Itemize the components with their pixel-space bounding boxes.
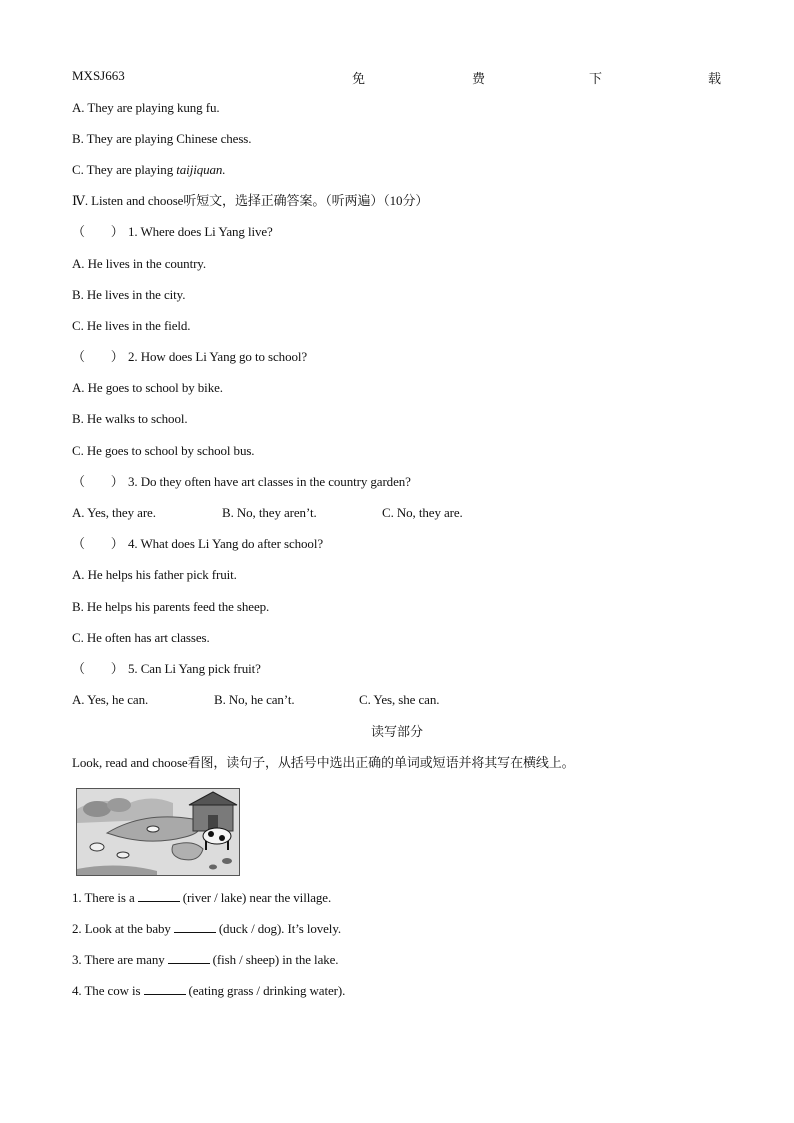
answer-blank[interactable]	[138, 890, 180, 902]
prev-option-b: B. They are playing Chinese chess.	[72, 131, 252, 146]
prev-option-c	[72, 162, 225, 178]
q3-stem	[72, 474, 411, 490]
prev-option-a: A. They are playing kung fu.	[72, 100, 220, 115]
q1-option-c: C. He lives in the field.	[72, 318, 191, 333]
fill-item-1-post: (river / lake) near the village.	[182, 890, 332, 905]
q3-question: 3. Do they often have art classes in the country garden?	[128, 474, 411, 489]
reading-writing-heading: 读写部分	[370, 724, 423, 739]
fill-item-3-post: (fish / sheep) in the lake.	[212, 952, 339, 967]
q3-option-c: C. No, they are.	[382, 505, 463, 520]
q4-option-a: A. He helps his father pick fruit.	[72, 567, 237, 582]
header-code: MXSJ663	[72, 68, 125, 83]
q5-stem	[72, 661, 261, 677]
fill-item-3	[72, 952, 338, 968]
q2-option-c: C. He goes to school by school bus.	[72, 443, 255, 458]
header-char-3: 下	[589, 71, 603, 86]
fill-item-3-pre: 3. There are many	[72, 952, 165, 967]
q5-option-b: B. No, he can’t.	[214, 692, 295, 707]
fill-item-4-pre: 4. The cow is	[72, 983, 141, 998]
fill-item-4	[72, 983, 345, 999]
q3-option-a: A. Yes, they are.	[72, 505, 156, 520]
q2-question: 2. How does Li Yang go to school?	[128, 349, 308, 364]
page-header	[72, 68, 722, 84]
answer-paren[interactable]: （ ）	[72, 474, 124, 489]
q4-option-b: B. He helps his parents feed the sheep.	[72, 599, 270, 614]
q5-option-a: A. Yes, he can.	[72, 692, 149, 707]
header-char-1: 免	[352, 71, 366, 86]
q4-stem	[72, 536, 323, 552]
fill-item-2-pre: 2. Look at the baby	[72, 921, 171, 936]
q1-option-a: A. He lives in the country.	[72, 256, 207, 271]
q1-question: 1. Where does Li Yang live?	[128, 224, 273, 239]
answer-blank[interactable]	[174, 921, 216, 933]
header-char-4: 载	[708, 71, 722, 86]
q5-question: 5. Can Li Yang pick fruit?	[128, 661, 261, 676]
q1-option-b: B. He lives in the city.	[72, 287, 186, 302]
q5-options	[72, 692, 439, 708]
fill-item-2-post: (duck / dog). It’s lovely.	[218, 921, 342, 936]
fill-item-1	[72, 890, 331, 906]
q1-stem	[72, 224, 273, 240]
q2-stem	[72, 349, 307, 365]
answer-paren[interactable]: （ ）	[72, 224, 124, 239]
farm-scene-illustration	[77, 789, 239, 875]
q5-option-c: C. Yes, she can.	[359, 692, 440, 707]
fill-item-2	[72, 921, 341, 937]
prev-option-c-italic: taijiquan.	[176, 162, 226, 177]
look-read-instruction: Look, read and choose看图，读句子，从括号中选出正确的单词或短语并将其写在横线上。	[72, 755, 575, 770]
answer-blank[interactable]	[168, 952, 210, 964]
q4-question: 4. What does Li Yang do after school?	[128, 536, 323, 551]
answer-blank[interactable]	[144, 983, 186, 995]
answer-paren[interactable]: （ ）	[72, 349, 124, 364]
answer-paren[interactable]: （ ）	[72, 536, 124, 551]
prev-option-c-text: C. They are playing	[72, 162, 177, 177]
q2-option-a: A. He goes to school by bike.	[72, 380, 223, 395]
header-char-2: 费	[472, 71, 486, 86]
q3-option-b: B. No, they aren’t.	[222, 505, 317, 520]
q3-options	[72, 505, 463, 521]
fill-item-1-pre: 1. There is a	[72, 890, 135, 905]
q2-option-b: B. He walks to school.	[72, 411, 188, 426]
section-4-title: Ⅳ. Listen and choose听短文，选择正确答案。（听两遍）（10分）	[72, 193, 429, 208]
q4-option-c: C. He often has art classes.	[72, 630, 210, 645]
fill-item-4-post: (eating grass / drinking water).	[188, 983, 346, 998]
answer-paren[interactable]: （ ）	[72, 661, 124, 676]
farm-scene-picture	[76, 788, 240, 876]
